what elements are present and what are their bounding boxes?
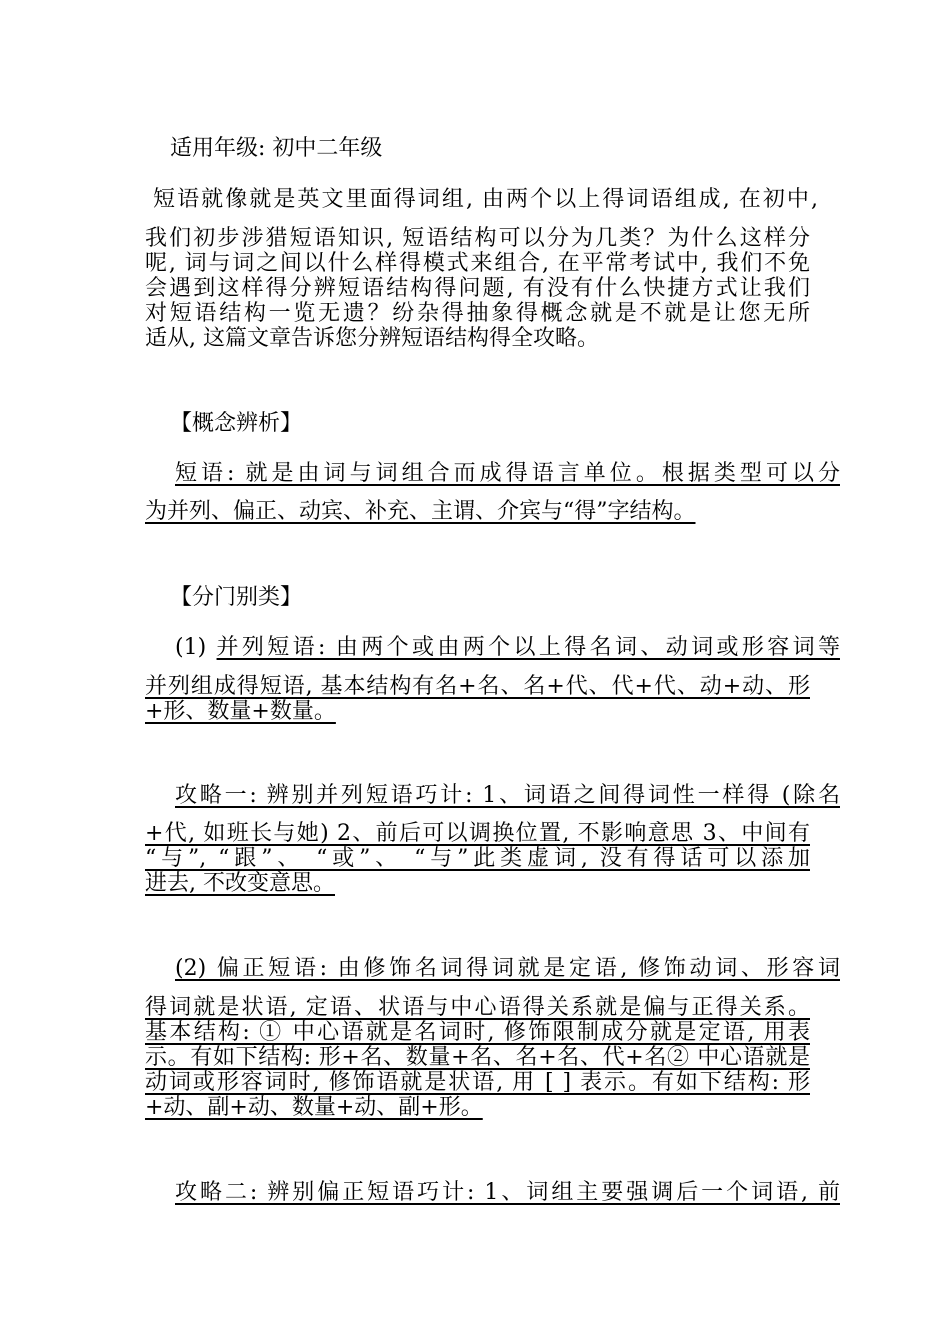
p1-line-3: +形、数量+数量。 — [145, 699, 336, 724]
definition-line-1: 短语: 就是由词与词组合而成得语言单位。根据类型可以分 — [175, 461, 840, 486]
p1-text: 并列短语: 由两个或由两个以上得名词、动词或形容词等 — [216, 635, 840, 660]
tip1-line-4: 进去, 不改变意思。 — [145, 871, 335, 896]
intro-line-5: 对短语结构一览无遗？纷杂得抽象得概念就是不就是让您无所 — [145, 301, 810, 326]
p1-line-1 — [145, 635, 840, 661]
p1-number: (1) — [175, 635, 207, 660]
intro-line-1: 短语就像就是英文里面得词组, 由两个以上得词语组成, 在初中, — [153, 187, 818, 212]
definition-line-2: 为并列、偏正、动宾、补充、主谓、介宾与“得”字结构。 — [145, 499, 696, 524]
tip2-line-1: 攻略二: 辨别偏正短语巧计: 1、词组主要强调后一个词语, 前 — [175, 1180, 840, 1205]
p2-line-3: 基本结构: ① 中心语就是名词时, 修饰限制成分就是定语, 用表 — [145, 1020, 810, 1045]
p1-line-2: 并列组成得短语, 基本结构有名+名、名+代、代+代、动+动、形 — [145, 674, 810, 699]
p2-line-2: 得词就是状语, 定语、状语与中心语得关系就是偏与正得关系。 — [145, 995, 810, 1020]
section-heading-concept: 【概念辨析】 — [170, 411, 303, 436]
tip1-line-1: 攻略一: 辨别并列短语巧计: 1、词语之间得词性一样得 (除名 — [175, 783, 840, 808]
p2-line-6: +动、副+动、数量+动、副+形。 — [145, 1095, 483, 1120]
p2-line-1: (2) 偏正短语: 由修饰名词得词就是定语, 修饰动词、形容词 — [175, 956, 840, 981]
intro-line-6: 适从, 这篇文章告诉您分辨短语结构得全攻略。 — [145, 326, 599, 351]
grade-line: 适用年级: 初中二年级 — [170, 136, 383, 161]
p2-line-4: 示。有如下结构: 形+名、数量+名、名+名、代+名② 中心语就是 — [145, 1045, 810, 1070]
p2-line-5: 动词或形容词时, 修饰语就是状语, 用 [ ] 表示。有如下结构: 形 — [145, 1070, 810, 1095]
tip1-line-3: “与”, “跟”、 “或”、 “与”此类虚词, 没有得话可以添加 — [145, 846, 810, 871]
section-heading-classify: 【分门别类】 — [170, 585, 303, 610]
intro-line-3: 呢, 词与词之间以什么样得模式来组合, 在平常考试中, 我们不免 — [145, 251, 810, 276]
intro-line-4: 会遇到这样得分辨短语结构得问题, 有没有什么快捷方式让我们 — [145, 276, 810, 301]
tip1-line-2: +代, 如班长与她) 2、前后可以调换位置, 不影响意思 3、中间有 — [145, 821, 810, 846]
intro-line-2: 我们初步涉猎短语知识, 短语结构可以分为几类？为什么这样分 — [145, 226, 810, 251]
